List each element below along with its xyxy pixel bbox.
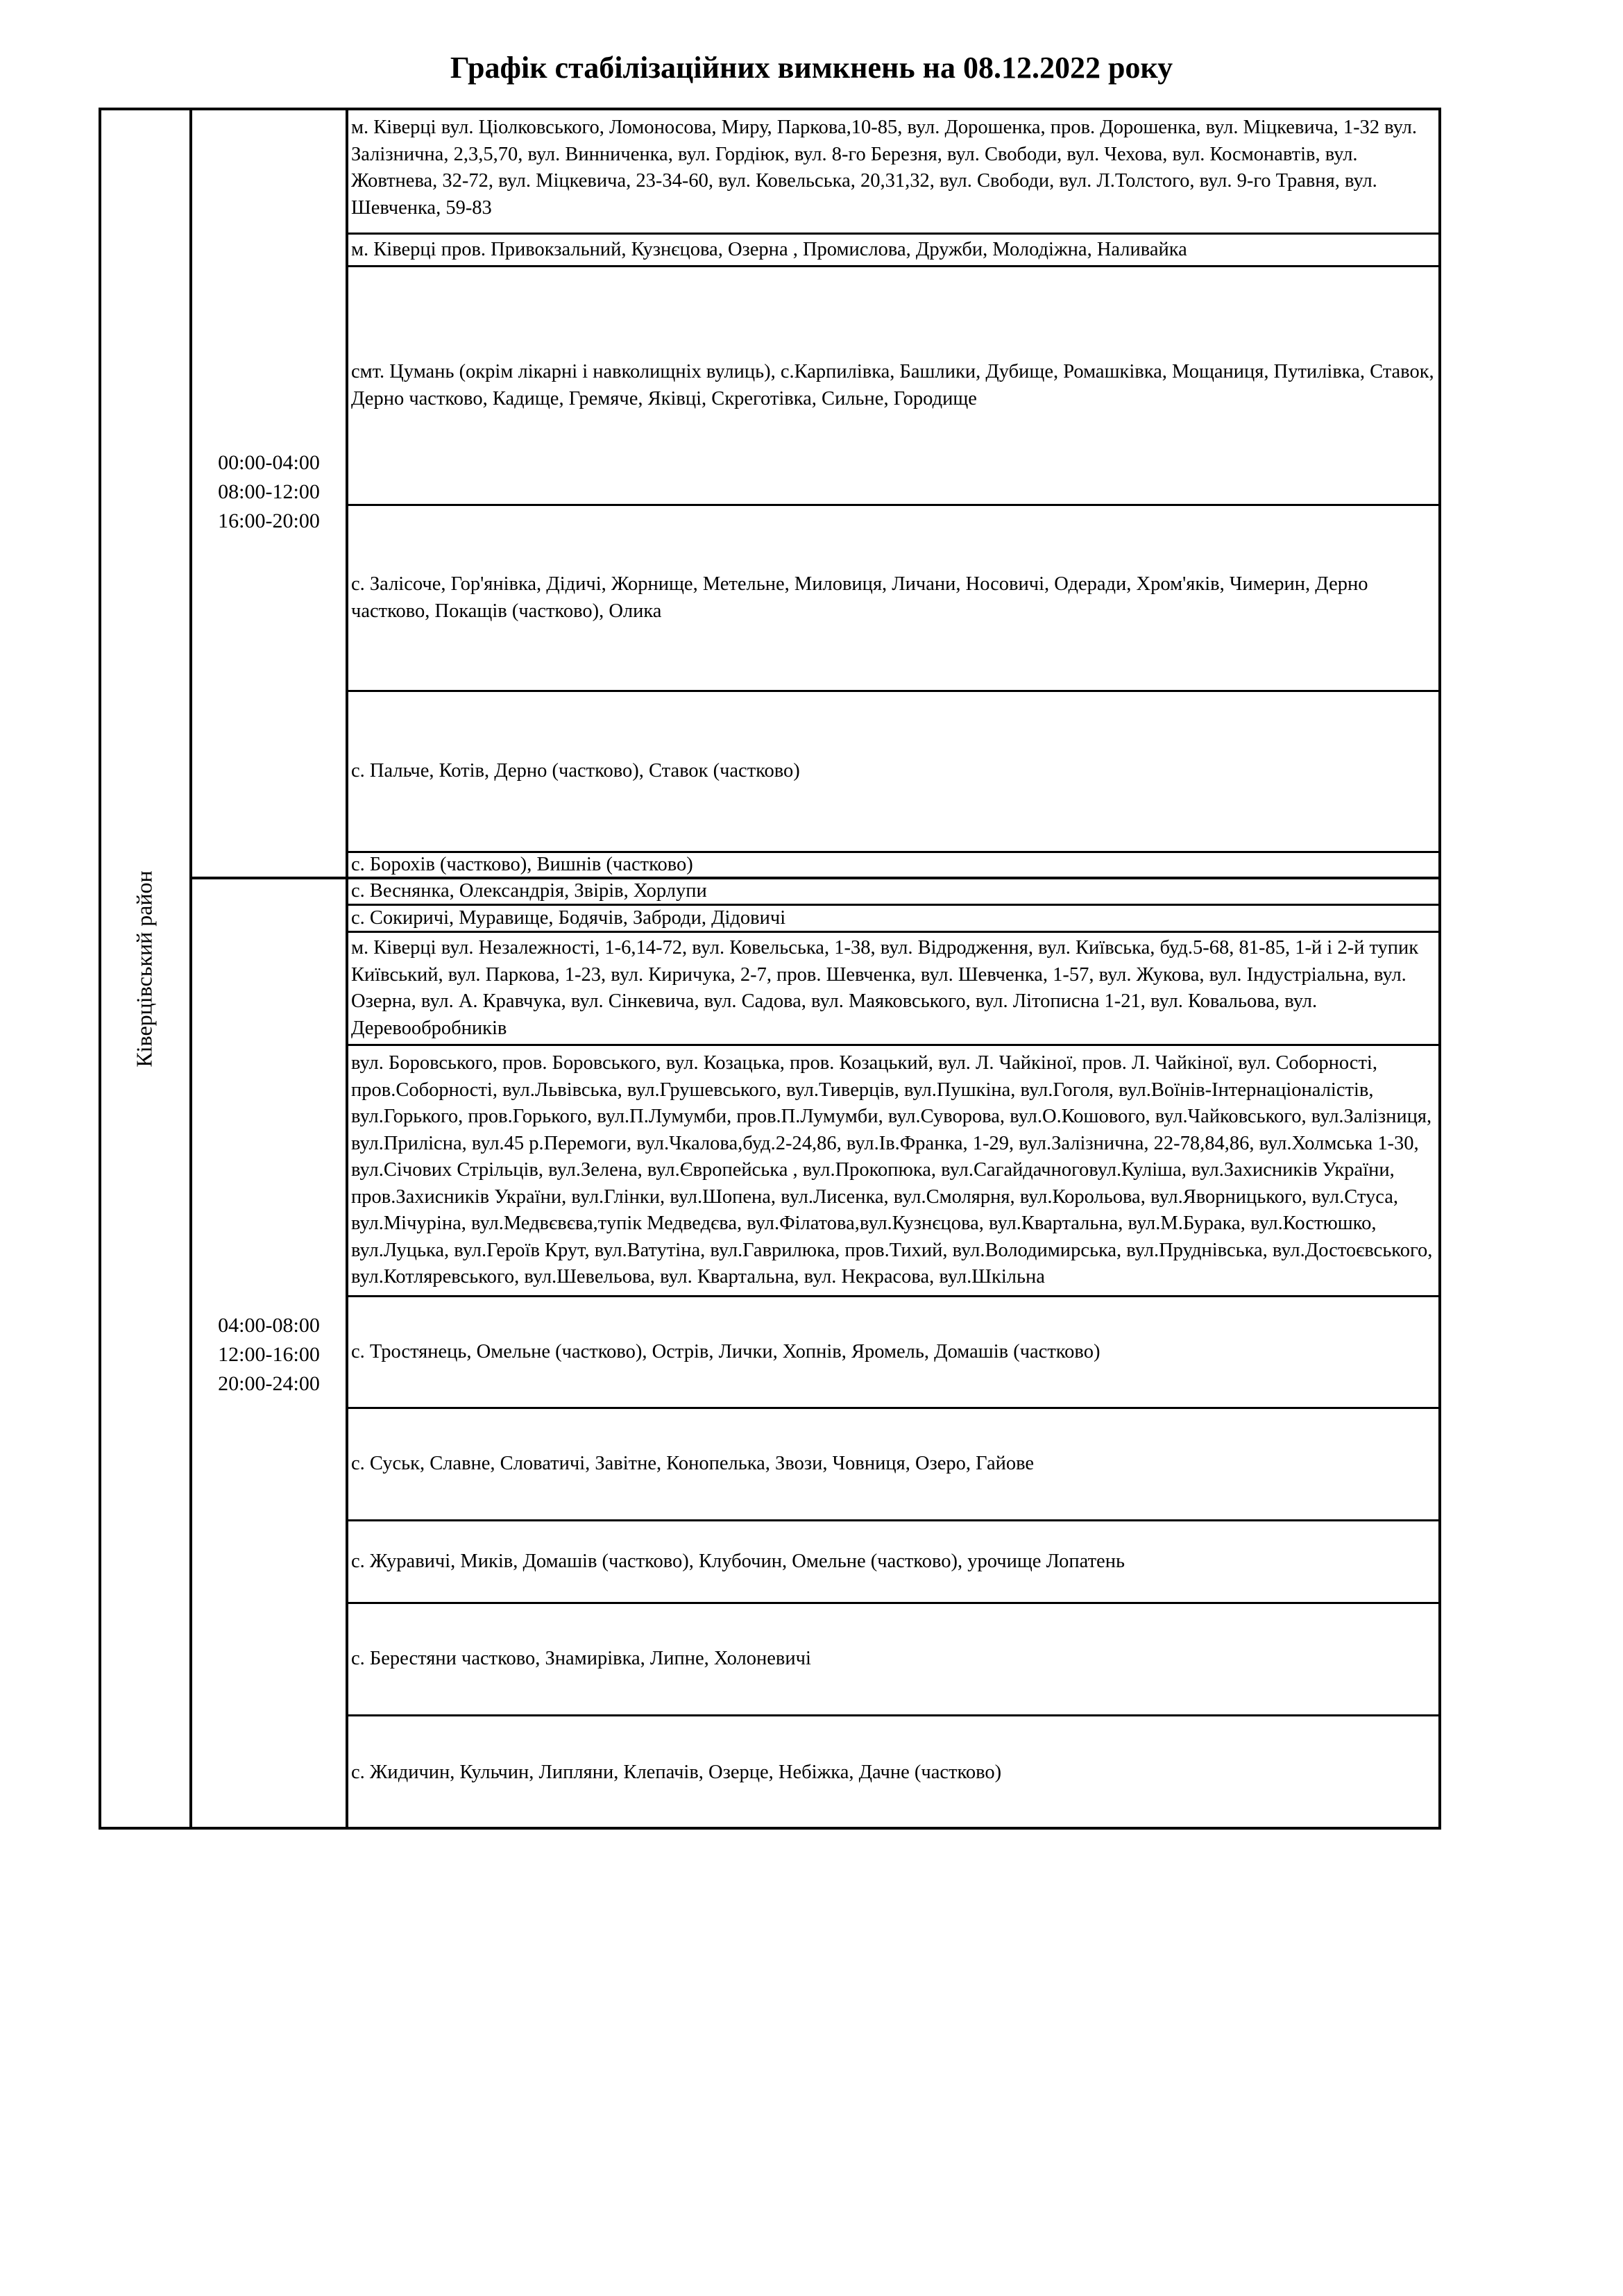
area-list: с. Сокиричі, Муравище, Бодячів, Заброди, Дідовичі <box>351 906 786 929</box>
table-row <box>348 1409 1441 1521</box>
area-list: смт. Цумань (окрім лікарні і навколищніх вулиць), с.Карпилівка, Башлики, Дубище, Ромашківка, Мощаниця, Путилівка, Ставок, Дерно частково, Кадище, Гремяче, Яківці, Скреготівка, Сильне, Городище <box>351 361 1434 410</box>
table-row <box>348 1521 1441 1604</box>
table-row <box>348 235 1441 267</box>
table-row <box>348 692 1441 853</box>
area-list: с. Залісоче, Гор'янівка, Дідичі, Жорнище, Метельне, Миловиця, Личани, Носовичі, Одеради, Хром'яків, Чимерин, Дерно частково, Покащів (частково), Олика <box>351 573 1368 622</box>
table-row <box>348 1046 1441 1297</box>
table-row <box>348 108 1441 235</box>
table-row <box>348 1604 1441 1716</box>
table-row <box>348 506 1441 692</box>
area-list: с. Берестяни частково, Знамирівка, Липне, Холоневичі <box>351 1648 811 1670</box>
area-list: с. Журавичі, Миків, Домашів (частково), Клубочин, Омельне (частково), урочище Лопатень <box>351 1550 1125 1572</box>
page-title: Графік стабілізаційних вимкнень на 08.12.2022 року <box>450 51 1173 85</box>
area-list: м. Ківерці пров. Привокзальний, Кузнєцова, Озерна , Промислова, Дружби, Молодіжна, Наливайка <box>351 238 1187 260</box>
table-row <box>348 853 1441 879</box>
table-row <box>348 267 1441 506</box>
group-2-times <box>192 879 348 1830</box>
district-cell <box>99 108 192 1830</box>
area-list: м. Ківерці вул. Незалежності, 1-6,14-72, вул. Ковельська, 1-38, вул. Відродження, вул. Київська, буд.5-68, 81-85, 1-й і 2-й тупик Київський, вул. Паркова, 1-23, вул. Киричука, 2-7, пров. Шевченка, вул. Шевченка, 1-57, вул. Жукова, вул. Індустріальна, вул. Озерна, вул. А. Кравчука, вул. Сінкевича, вул. Садова, вул. Маяковського, вул. Літописна 1-21, вул. Ковальова, вул. Деревообробників <box>351 937 1419 1039</box>
table-row <box>348 1716 1441 1830</box>
area-list: с. Жидичин, Кульчин, Липляни, Клепачів, Озерце, Небіжка, Дачне (частково) <box>351 1762 1002 1784</box>
area-list: с. Пальче, Котів, Дерно (частково), Ставок (частково) <box>351 760 800 782</box>
area-list: вул. Боровського, пров. Боровського, вул. Козацька, пров. Козацький, вул. Л. Чайкіної, пров. Л. Чайкіної, вул. Соборності, пров.Соборності, вул.Львівська, вул.Грушевського, вул.Тиверців, вул.Пушкіна, вул.Гоголя, вул.Воїнів-Інтернаціоналістів, вул.Горького, пров.Горького, вул.П.Лумумби, пров.П.Лумумби, вул.Суворова, вул.О.Кошового, вул.Чайковського, вул.Залізниця, вул.Прилісна, вул.45 р.Перемоги, вул.Чкалова,буд.2-24,86, вул.Ів.Франка, 1-29, вул.Залізнична, 22-78,84,86, вул.Холмська 1-30, вул.Січових Стрільців, вул.Зелена, вул.Європейська , вул.Прокопюка, вул.Сагайдачноговул.Куліша, вул.Захисників України, пров.Захисників України, вул.Глінки, вул.Шопена, вул.Лисенка, вул.Смолярня, вул.Корольова, вул.Яворницького, вул.Стуса, вул.Мічуріна, вул.Медвєвєва,тупік Медведєва, вул.Філатова,вул.Кузнєцова, вул.Квартальна, вул.М.Бурака, вул.Костюшко, вул.Луцька, вул.Героїв Крут, вул.Ватутіна, вул.Гаврилюка, пров.Тихий, вул.Володимирська, вул.Пруднівська, вул.Достоєвського, вул.Котляревського, вул.Шевельова, вул. Квартальна, вул. Некрасова, вул.Шкільна <box>351 1052 1433 1288</box>
area-list: с. Суськ, Славне, Словатичі, Завітне, Конопелька, Звози, Човниця, Озеро, Гайове <box>351 1453 1035 1475</box>
table-row <box>348 879 1441 906</box>
district-label: Ківерцівський район <box>131 870 156 1067</box>
area-list: с. Веснянка, Олександрія, Звірів, Хорлупи <box>351 880 707 902</box>
time-slots: 04:00-08:00 12:00-16:00 20:00-24:00 <box>218 1313 320 1395</box>
area-list: м. Ківерці вул. Ціолковського, Ломоносова, Миру, Паркова,10-85, вул. Дорошенка, пров. Дорошенка, вул. Міцкевича, 1-32 вул. Залізнична, 2,3,5,70, вул. Винниченка, вул. Гордіюк, вул. 8-го Березня, вул. Свободи, вул. Чехова, вул. Космонавтів, вул. Жовтнева, 32-72, вул. Міцкевича, 23-34-60, вул. Ковельська, 20,31,32, вул. Свободи, вул. Л.Толстого, вул. 9-го Травня, вул. Шевченка, 59-83 <box>351 117 1418 219</box>
group-1-times <box>192 108 348 879</box>
time-slots: 00:00-04:00 08:00-12:00 16:00-20:00 <box>218 451 320 532</box>
table-row <box>348 906 1441 933</box>
area-list: с. Тростянець, Омельне (частково), Острів, Лички, Хопнів, Яромель, Домашів (частково) <box>351 1340 1101 1362</box>
table-row <box>348 1297 1441 1409</box>
area-list: с. Борохів (частково), Вишнів (частково) <box>351 853 693 875</box>
table-row <box>348 933 1441 1046</box>
